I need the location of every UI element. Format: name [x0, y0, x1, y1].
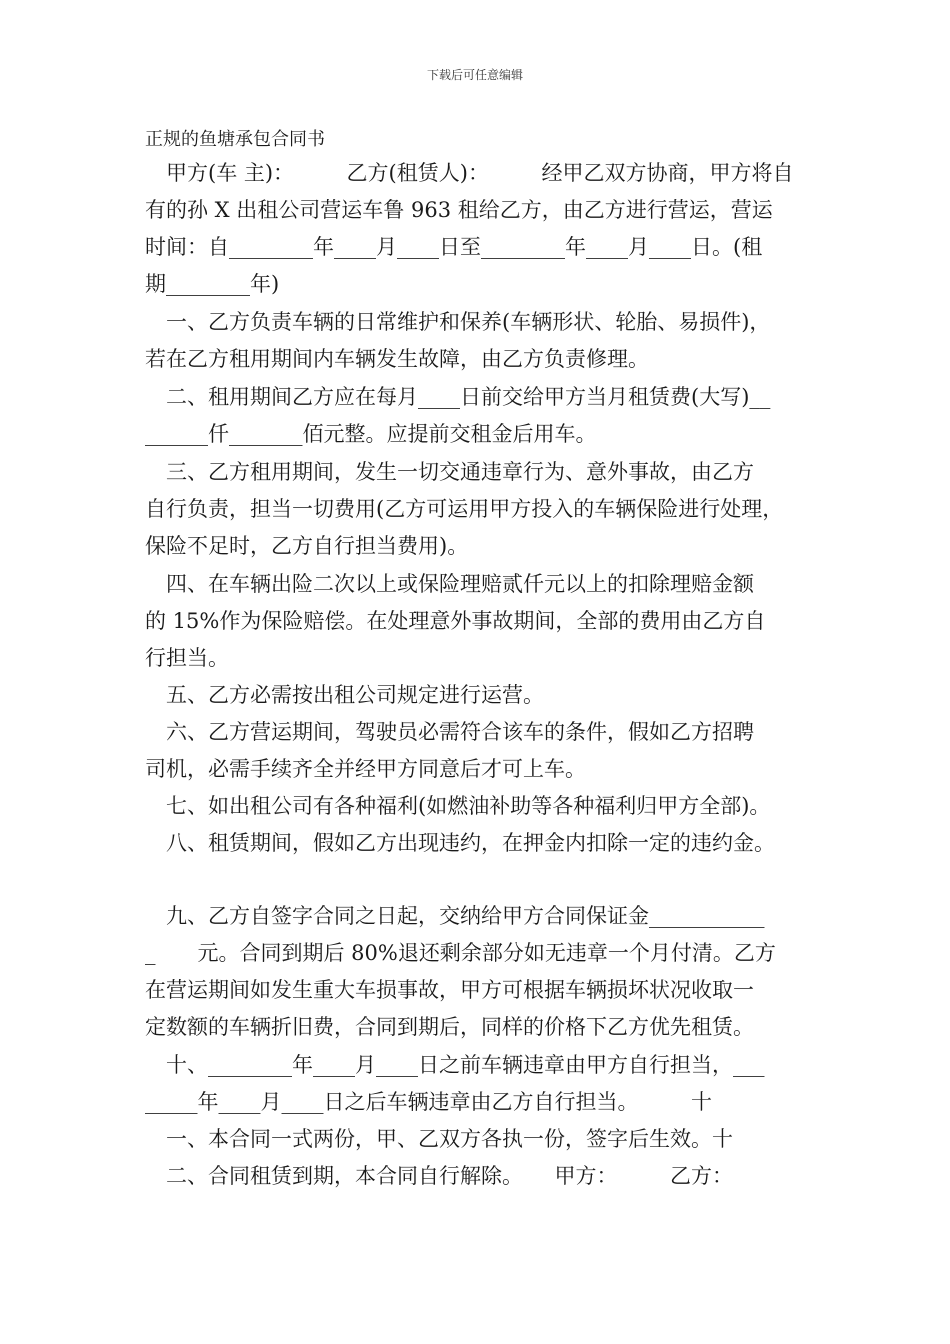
- clause-4-line: 四、在车辆出险二次以上或保险理赔贰仟元以上的扣除理赔金额: [145, 572, 754, 596]
- clause-1-line: 一、乙方负责车辆的日常维护和保养(车辆形状、轮胎、易损件)，: [145, 310, 771, 334]
- clause-10-line: 十、________年____月____日之前车辆违章由甲方自行担当，___: [145, 1053, 765, 1077]
- clause-9-line: 在营运期间如发生重大车损事故，甲方可根据车辆损坏状况收取一: [145, 978, 754, 1002]
- clause-4-line: 行担当。: [145, 646, 229, 670]
- page-header: 下载后可任意编辑: [426, 68, 523, 82]
- clause-10-line: _____年____月____日之后车辆违章由乙方自行担当。 十: [145, 1090, 712, 1114]
- clause-12-line: 二、合同租赁到期，本合同自行解除。 甲方： 乙方：: [145, 1164, 733, 1188]
- clause-9-line: 九、乙方自签字合同之日起，交纳给甲方合同保证金___________: [145, 904, 765, 928]
- clause-2-line: 二、租用期间乙方应在每月____日前交给甲方当月租赁费(大写)__: [145, 385, 771, 409]
- clause-6-line: 六、乙方营运期间，驾驶员必需符合该车的条件，假如乙方招聘: [145, 720, 754, 744]
- clause-11-line: 一、本合同一式两份，甲、乙双方各执一份，签字后生效。十: [145, 1127, 733, 1151]
- clause-8-line: 八、租赁期间，假如乙方出现违约，在押金内扣除一定的违约金。: [145, 831, 775, 855]
- clause-3-line: 三、乙方租用期间，发生一切交通违章行为、意外事故，由乙方: [145, 460, 754, 484]
- paragraph-line: 甲方(车 主)： 乙方(租赁人)： 经甲乙双方协商，甲方将自: [145, 161, 794, 185]
- paragraph-line: 有的孙 X 出租公司营运车鲁 963 租给乙方，由乙方进行营运，营运: [145, 198, 773, 222]
- clause-9-line: _ 元。合同到期后 80%退还剩余部分如无违章一个月付清。乙方: [145, 941, 776, 965]
- clause-7-line: 七、如出租公司有各种福利(如燃油补助等各种福利归甲方全部)。: [145, 794, 771, 818]
- clause-2-line: ______仟_______佰元整。应提前交租金后用车。: [145, 422, 597, 446]
- clause-3-line: 自行负责，担当一切费用(乙方可运用甲方投入的车辆保险进行处理，: [145, 497, 784, 521]
- clause-1-line: 若在乙方租用期间内车辆发生故障，由乙方负责修理。: [145, 347, 649, 371]
- clause-9-line: 定数额的车辆折旧费，合同到期后，同样的价格下乙方优先租赁。: [145, 1015, 754, 1039]
- document-title: 正规的鱼塘承包合同书: [145, 129, 325, 150]
- clause-3-line: 保险不足时，乙方自行担当费用)。: [145, 534, 469, 558]
- paragraph-line: 时间：自________年____月____日至________年____月____日。(租: [145, 235, 763, 259]
- clause-6-line: 司机，必需手续齐全并经甲方同意后才可上车。: [145, 757, 586, 781]
- clause-5-line: 五、乙方必需按出租公司规定进行运营。: [145, 683, 544, 707]
- paragraph-line: 期________年): [145, 272, 280, 296]
- clause-4-line: 的 15%作为保险赔偿。在处理意外事故期间，全部的费用由乙方自: [145, 609, 766, 633]
